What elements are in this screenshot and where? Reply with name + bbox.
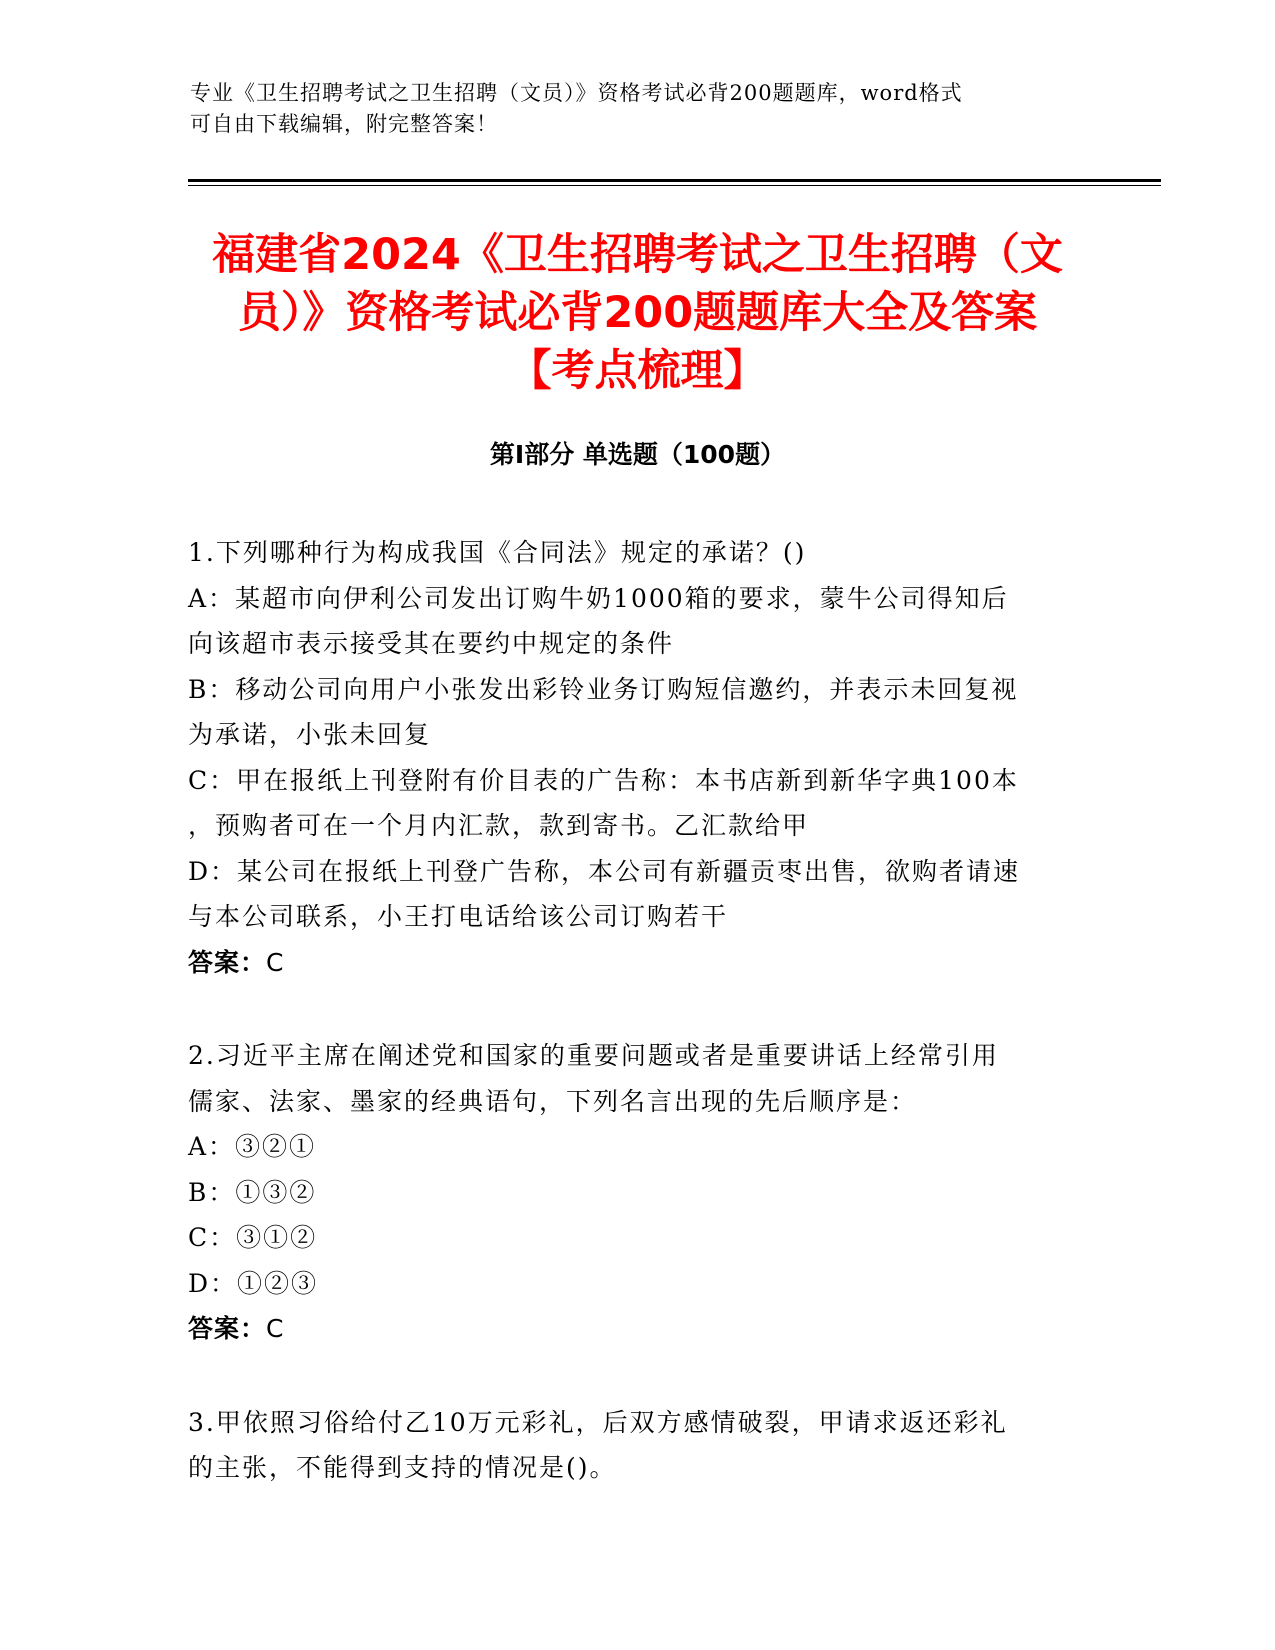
header-note-line-1: 专业《卫生招聘考试之卫生招聘（文员）》资格考试必背200题题库，word格式 bbox=[190, 81, 963, 105]
section-title: 第Ⅰ部分 单选题（100题） bbox=[489, 440, 786, 469]
answer-label: 答案： bbox=[188, 1314, 267, 1343]
question-list bbox=[188, 530, 1093, 1539]
question-line: 儒家、法家、墨家的经典语句，下列名言出现的先后顺序是： bbox=[188, 1086, 918, 1116]
answer-line bbox=[188, 1306, 1093, 1352]
question-text: 2.习近平主席在阐述党和国家的重要问题或者是重要讲话上经常引用 bbox=[188, 1041, 999, 1070]
question-block bbox=[188, 1400, 1093, 1491]
question-line: D：①②③ bbox=[188, 1268, 319, 1298]
question-text: 3.甲依照习俗给付乙10万元彩礼，后双方感情破裂，甲请求返还彩礼 bbox=[188, 1407, 1008, 1437]
question-line: 向该超市表示接受其在要约中规定的条件 bbox=[188, 629, 675, 658]
question-line: A：某超市向伊利公司发出订购牛奶1000箱的要求，蒙牛公司得知后 bbox=[188, 583, 1009, 613]
question-line: 为承诺，小张未回复 bbox=[188, 720, 432, 749]
answer-line bbox=[188, 940, 1093, 986]
answer-label: 答案： bbox=[188, 947, 267, 977]
header-note bbox=[190, 78, 1070, 140]
question-text: 1.下列哪种行为构成我国《合同法》规定的承诺？() bbox=[188, 538, 807, 567]
question-line: D：某公司在报纸上刊登广告称，本公司有新疆贡枣出售，欲购者请速 bbox=[188, 856, 1021, 886]
question-line: 与本公司联系，小王打电话给该公司订购若干 bbox=[188, 902, 729, 931]
question-line: B：①③② bbox=[188, 1177, 317, 1207]
question-line: ，预购者可在一个月内汇款，款到寄书。乙汇款给甲 bbox=[188, 811, 810, 840]
title-line-1: 福建省2024《卫生招聘考试之卫生招聘（文 bbox=[212, 230, 1063, 280]
question-block bbox=[188, 530, 1093, 985]
header-rule-thin bbox=[188, 185, 1161, 186]
answer-value: C bbox=[266, 947, 285, 977]
title-line-2: 员）》资格考试必背200题题库大全及答案 bbox=[237, 288, 1038, 338]
answer-value: C bbox=[266, 1314, 285, 1343]
question-line: 的主张，不能得到支持的情况是()。 bbox=[188, 1453, 617, 1482]
question-block bbox=[188, 1033, 1093, 1352]
header-note-line-2: 可自由下载编辑，附完整答案！ bbox=[190, 112, 498, 136]
header-rule-thick bbox=[188, 179, 1161, 182]
title-line-3: 【考点梳理】 bbox=[508, 346, 767, 396]
question-line: C：甲在报纸上刊登附有价目表的广告称：本书店新到新华字典100本 bbox=[188, 765, 1019, 795]
document-title bbox=[170, 226, 1105, 400]
question-line: A：③②① bbox=[188, 1132, 317, 1161]
question-line: C：③①② bbox=[188, 1223, 318, 1252]
question-line: B：移动公司向用户小张发出彩铃业务订购短信邀约，并表示未回复视 bbox=[188, 674, 1019, 704]
